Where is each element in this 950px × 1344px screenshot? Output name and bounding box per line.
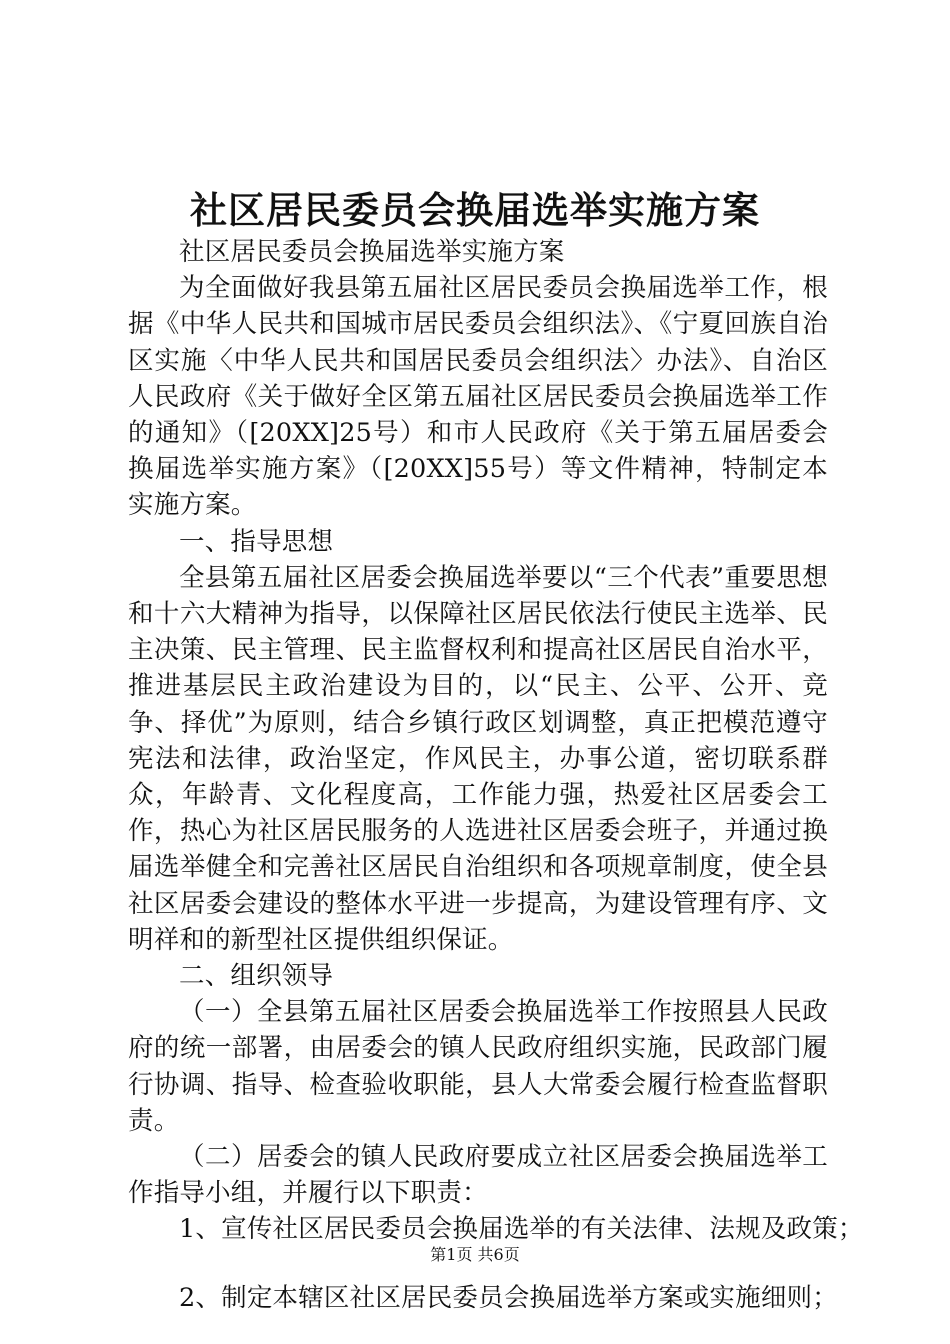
page-number: 第1页 共6页 — [430, 1245, 520, 1264]
section-heading: 一、指导思想 — [179, 526, 334, 557]
subtitle-paragraph: 社区居民委员会换届选举实施方案 — [179, 237, 565, 267]
organization-paragraph-2: （二）居委会的镇人民政府要成立社区居委会换届选举工作指导小组，并履行以下职责： — [128, 1142, 828, 1209]
duty-list-item: 2、制定本辖区社区居民委员会换届选举方案或实施细则； — [179, 1282, 838, 1313]
intro-paragraph: 为全面做好我县第五届社区居民委员会换届选举工作，根据《中华人民共和国城市居民委员会组织法》、《宁夏回族自治区实施〈中华人民共和国居民委员会组织法〉办法》、自治区人民政府《关于做好全区第五届社区居民委员会换届选举工作的通知》（[20XX]25号）和市人民政府《关于第五届居委会换届选举实施方案》（[20XX]55号）等文件精神，特制定本实施方案。 — [128, 273, 828, 521]
document-body — [128, 234, 864, 1316]
section-heading: 二、组织领导 — [179, 961, 334, 992]
organization-paragraph-1: （一）全县第五届社区居委会换届选举工作按照县人民政府的统一部署，由居委会的镇人民政府组织实施，民政部门履行协调、指导、检查验收职能，县人大常委会履行检查监督职责。 — [128, 997, 828, 1136]
duty-list-item: 1、宣传社区居民委员会换届选举的有关法律、法规及政策； — [179, 1214, 864, 1245]
document-title: 社区居民委员会换届选举实施方案 — [190, 188, 760, 232]
guiding-thought-paragraph: 全县第五届社区居委会换届选举要以“三个代表”重要思想和十六大精神为指导，以保障社区居民依法行使民主选举、民主决策、民主管理、民主监督权利和提高社区居民自治水平，推进基层民主政治建设为目的，以“民主、公平、公开、竞争、择优”为原则，结合乡镇行政区划调整，真正把模范遵守宪法和法律，政治坚定，作风民主，办事公道，密切联系群众，年龄青、文化程度高，工作能力强，热爱社区居委会工作，热心为社区居民服务的人选进社区居委会班子，并通过换届选举健全和完善社区居民自治组织和各项规章制度，使全县社区居委会建设的整体水平进一步提高，为建设管理有序、文明祥和的新型社区提供组织保证。 — [128, 562, 828, 955]
